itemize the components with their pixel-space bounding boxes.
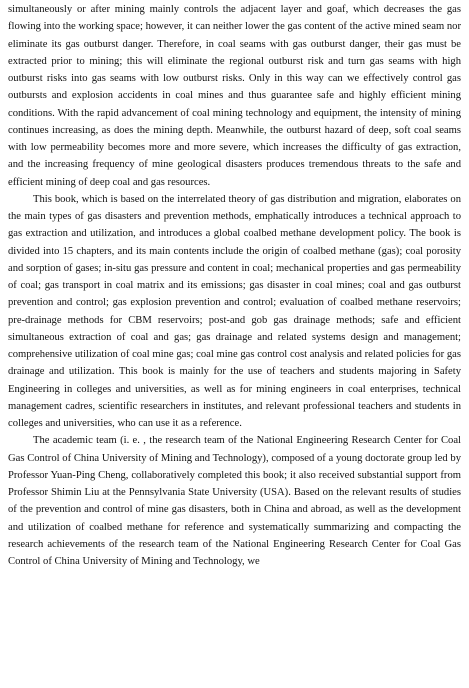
paragraph-2: This book, which is based on the interrelated theory of gas distribution and migration, elaborates on the main types of gas disasters and prevention methods, emphatically introduces a technical approach to gas extraction and utilization, and introduces a global coalbed methane development policy. The book is divided into 15 chapters, and its main contents include the origin of coalbed methane (gas); coal porosity and sorption of gases; in-situ gas pressure and content in coal; mechanical properties and gas permeability of coal; gas transport in coal matrix and its emissions; gas disaster in coal mines; coal and gas outburst prevention and control; gas explosion prevention and control; evaluation of coalbed methane reservoirs; pre-drainage methods for CBM reservoirs; post-and gob gas drainage methods; safe and efficient simultaneous extraction of coal and gas; gas drainage and related systems design and management; comprehensive utilization of coal mine gas; coal mine gas control cost analysis and related policies for gas drainage and utilization. This book is mainly for the use of teachers and students majoring in Safety Engineering in colleges and universities, as well as for mining engineers in coal enterprises, technical management cadres, scientific researchers in institutes, and relevant professional teachers and students in colleges and universities, who can use it as a reference. [8, 193, 461, 429]
paragraph-1: simultaneously or after mining mainly controls the adjacent layer and goaf, which decreases the gas flowing into the working space; however, it can neither lower the gas content of the active mined seam nor eliminate its gas outburst danger. Therefore, in coal seams with gas outburst danger, their gas must be extracted prior to mining; this will eliminate the regional outburst risk and turn gas seams with high outburst risks into gas seams with low outburst risks. Only in this way can we effectively control gas outbursts and explosion accidents in coal mines and thus guarantee safe and highly efficient mining conditions. With the rapid advancement of coal mining technology and equipment, the intensity of mining continues increasing, as does the mining depth. Meanwhile, the outburst hazard of deep, soft coal seams with low permeability becomes more and more severe, which increases the difficulty of gas extraction, and the increasing frequency of mine geological disasters produces tremendous threats to the safe and efficient mining of deep coal and gas resources. [8, 4, 461, 188]
paragraph-3: The academic team (i. e. , the research team of the National Engineering Research Center for Coal Gas Control of China University of Mining and Technology), composed of a young doctorate group led by Professor Yuan-Ping Cheng, collaboratively completed this book; it also received substantial support from Professor Shimin Liu at the Pennsylvania State University (USA). Based on the relevant results of studies of the prevention and control of mine gas disasters, both in China and abroad, as well as the development and utilization of coalbed methane for reference and systematically summarizing and compacting the research achievements of the research team of the National Engineering Research Center for Coal Gas Control of China University of Mining and Technology, we [8, 435, 461, 567]
